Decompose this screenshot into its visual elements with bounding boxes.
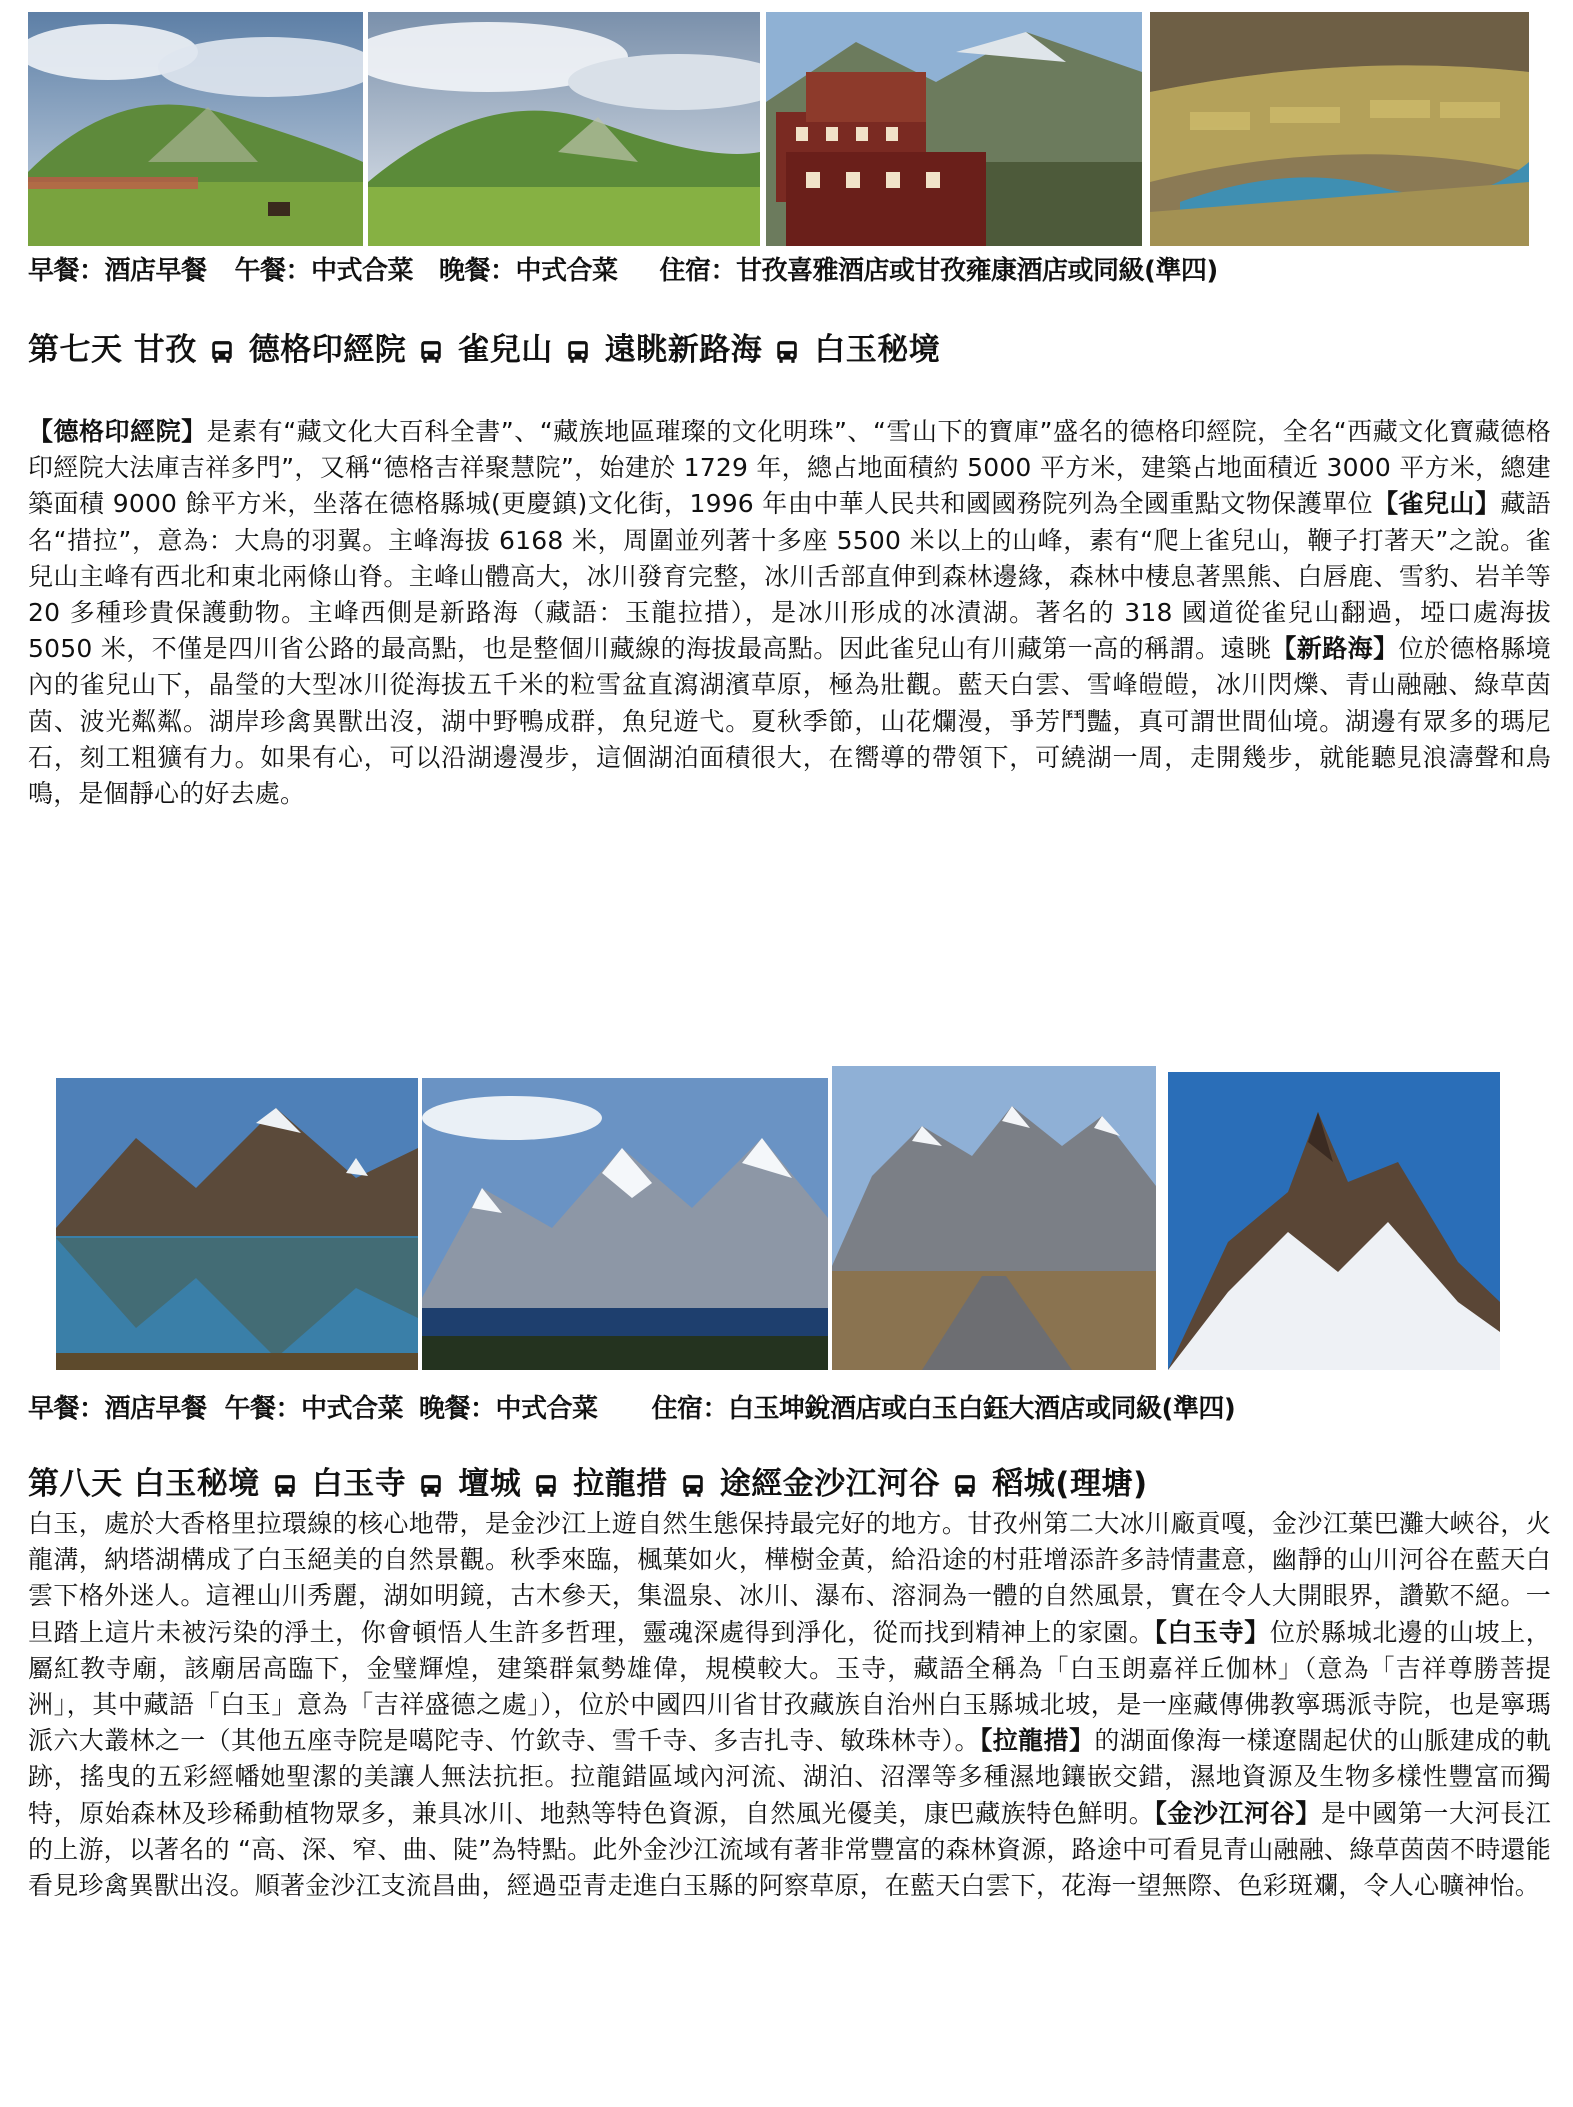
day7-title-part: 第七天 甘孜 (28, 332, 197, 368)
highlight-baiyu-temple: 【白玉寺】 (1154, 1617, 1270, 1647)
day7-title (28, 330, 940, 370)
photo-rocky-peak (1168, 1072, 1500, 1370)
paragraph-text: 是素有“藏文化大百科全書”、“藏族地區璀璨的文化明珠”、“雪山下的寶庫”盛名的德格印經院，全名“西藏文化寶藏德格印經院大法庫吉祥多門”，又稱“德格吉祥聚慧院”，始建於 1729 年，總占地面積約 5000 平方米，建築占地面積近 3000 平方米，總建築面積 9000 餘平方米，坐落在德格縣城(更慶鎮)文化街，1996 年由中華人民共和國國務院列為全國重點文物保護單位 (28, 417, 1551, 519)
photo-lake-reflection (56, 1078, 418, 1370)
lunch-info: 午餐：中式合菜 (224, 1394, 404, 1424)
day8-description (28, 1506, 1551, 1904)
bus-icon (272, 1473, 298, 1499)
dinner-info: 晚餐：中式合菜 (439, 256, 618, 286)
photo-grassland-village (28, 12, 363, 246)
paragraph-text: 的湖面像海一樣遼闊起伏的山脈建成的軌跡，搖曳的五彩經幡她聖潔的美讓人無法抗拒。拉龍錯區域內河流、湖泊、沼澤等多種濕地鑲嵌交錯，濕地資源及生物多樣性豐富而獨特，原始森林及珍稀動植物眾多，兼具冰川、地熱等特色資源，自然風光優美，康巴藏族特色鮮明。 (28, 1726, 1551, 1828)
bus-icon (774, 339, 800, 365)
paragraph-text: 位於德格縣境內的雀兒山下，晶瑩的大型冰川從海拔五千米的粒雪盆直瀉湖濱草原，極為壯觀。藍天白雲、雪峰皚皚，冰川閃爍、青山融融、綠草茵茵、波光粼粼。湖岸珍禽異獸出沒，湖中野鴨成群，魚兒遊弋。夏秋季節，山花爛漫，爭芳鬥豔，真可謂世間仙境。湖邊有眾多的瑪尼石，刻工粗獷有力。如果有心，可以沿湖邊漫步，這個湖泊面積很大，在嚮導的帶領下，可繞湖一周，走開幾步，就能聽見浪濤聲和鳥鳴，是個靜心的好去處。 (28, 634, 1551, 809)
dinner-info: 晚餐：中式合菜 (419, 1394, 598, 1424)
paragraph-text: 位於縣城北邊的山坡上，屬紅教寺廟，該廟居高臨下，金璧輝煌，建築群氣勢雄偉，規模較大。玉寺，藏語全稱為「白玉朗嘉祥丘伽林」（意為「吉祥尊勝菩提洲」，其中藏語「白玉」意為「吉祥盛德之處」），位於中國四川省甘孜藏族自治州白玉縣城北坡，是一座藏傳佛教寧瑪派寺院，也是寧瑪派六大叢林之一（其他五座寺院是噶陀寺、竹欽寺、雪千寺、多吉扎寺、敏珠林寺）。 (28, 1617, 1551, 1756)
day8-title-part: 途經金沙江河谷 (719, 1466, 941, 1502)
day8-title-part: 第八天 白玉秘境 (28, 1466, 260, 1502)
lunch-info: 午餐：中式合菜 (234, 256, 414, 286)
bus-icon (565, 339, 591, 365)
day8-title (28, 1464, 1148, 1504)
photo-river-valley (1150, 12, 1529, 246)
day7-description (28, 414, 1551, 812)
day8-title-part: 稻城(理塘) (992, 1466, 1148, 1502)
accommodation-info: 住宿：甘孜喜雅酒店或甘孜雍康酒店或同級(準四) (659, 256, 1218, 286)
bus-icon (418, 339, 444, 365)
breakfast-info: 早餐：酒店早餐 (28, 256, 207, 286)
bus-icon (952, 1473, 978, 1499)
highlight-dege-printing-house: 【德格印經院】 (28, 417, 207, 446)
day7-title-part: 白玉秘境 (814, 332, 941, 368)
accommodation-info: 住宿：白玉坤銳酒店或白玉白鈺大酒店或同級(準四) (651, 1394, 1236, 1424)
highlight-lalongcuo: 【拉龍措】 (979, 1726, 1095, 1756)
photo-snow-mountains-lake (422, 1078, 828, 1370)
bus-icon (418, 1473, 444, 1499)
day8-title-part: 壇城 (458, 1466, 522, 1502)
photo-mountain-road (832, 1066, 1156, 1370)
photo-tibetan-village (766, 12, 1142, 246)
highlight-jinsha-river-valley: 【金沙江河谷】 (1154, 1798, 1321, 1828)
day8-title-part: 白玉寺 (311, 1466, 407, 1502)
photo-grassland-hill (368, 12, 760, 246)
paragraph-text: 是中國第一大河長江的上游，以著名的 “高、深、窄、曲、陡”為特點。此外金沙江流域有著非常豐富的森林資源，路途中可看見青山融融、綠草茵茵不時還能看見珍禽異獸出沒。順著金沙江支流昌曲，經過亞青走進白玉縣的阿察草原，在藍天白雲下，花海一望無際、色彩斑斕，令人心曠神怡。 (28, 1798, 1551, 1901)
bus-icon (680, 1473, 706, 1499)
highlight-xinluhai: 【新路海】 (1271, 634, 1399, 664)
bus-icon (533, 1473, 559, 1499)
day8-title-part: 拉龍措 (573, 1466, 668, 1502)
meals-day6 (28, 254, 1561, 288)
paragraph-text: 藏語名“措拉”，意為：大鳥的羽翼。主峰海拔 6168 米，周圍並列著十多座 5500 米以上的山峰，素有“爬上雀兒山，鞭子打著天”之說。雀兒山主峰有西北和東北兩條山脊。主峰山體高大，冰川發育完整，冰川舌部直伸到森林邊緣，森林中棲息著黑熊、白唇鹿、雪豹、岩羊等 20 多種珍貴保護動物。主峰西側是新路海（藏語：玉龍拉措），是冰川形成的冰漬湖。著名的 318 國道從雀兒山翻過，埡口處海拔 5050 米，不僅是四川省公路的最高點，也是整個川藏線的海拔最高點。因此雀兒山有川藏第一高的稱謂。遠眺 (28, 489, 1551, 664)
breakfast-info: 早餐：酒店早餐 (28, 1394, 207, 1424)
bus-icon (209, 339, 235, 365)
day7-title-part: 德格印經院 (248, 332, 407, 368)
day7-title-part: 雀兒山 (458, 332, 553, 368)
day7-title-part: 遠眺新路海 (604, 332, 763, 368)
meals-day7 (28, 1392, 1561, 1426)
paragraph-text: 白玉，處於大香格里拉環線的核心地帶，是金沙江上遊自然生態保持最完好的地方。甘孜州第二大冰川廠貢嘎，金沙江葉巴灘大峽谷，火龍溝，納塔湖構成了白玉絕美的自然景觀。秋季來臨，楓葉如火，樺樹金黃，給沿途的村莊增添許多詩情畫意，幽靜的山川河谷在藍天白雲下格外迷人。這裡山川秀麗，湖如明鏡，古木參天，集溫泉、冰川、瀑布、溶洞為一體的自然風景，實在令人大開眼界，讚歎不絕。一旦踏上這片未被污染的淨土，你會頓悟人生許多哲理，靈魂深處得到淨化，從而找到精神上的家園。 (28, 1509, 1551, 1647)
highlight-queer-mountain: 【雀兒山】 (1373, 489, 1501, 519)
